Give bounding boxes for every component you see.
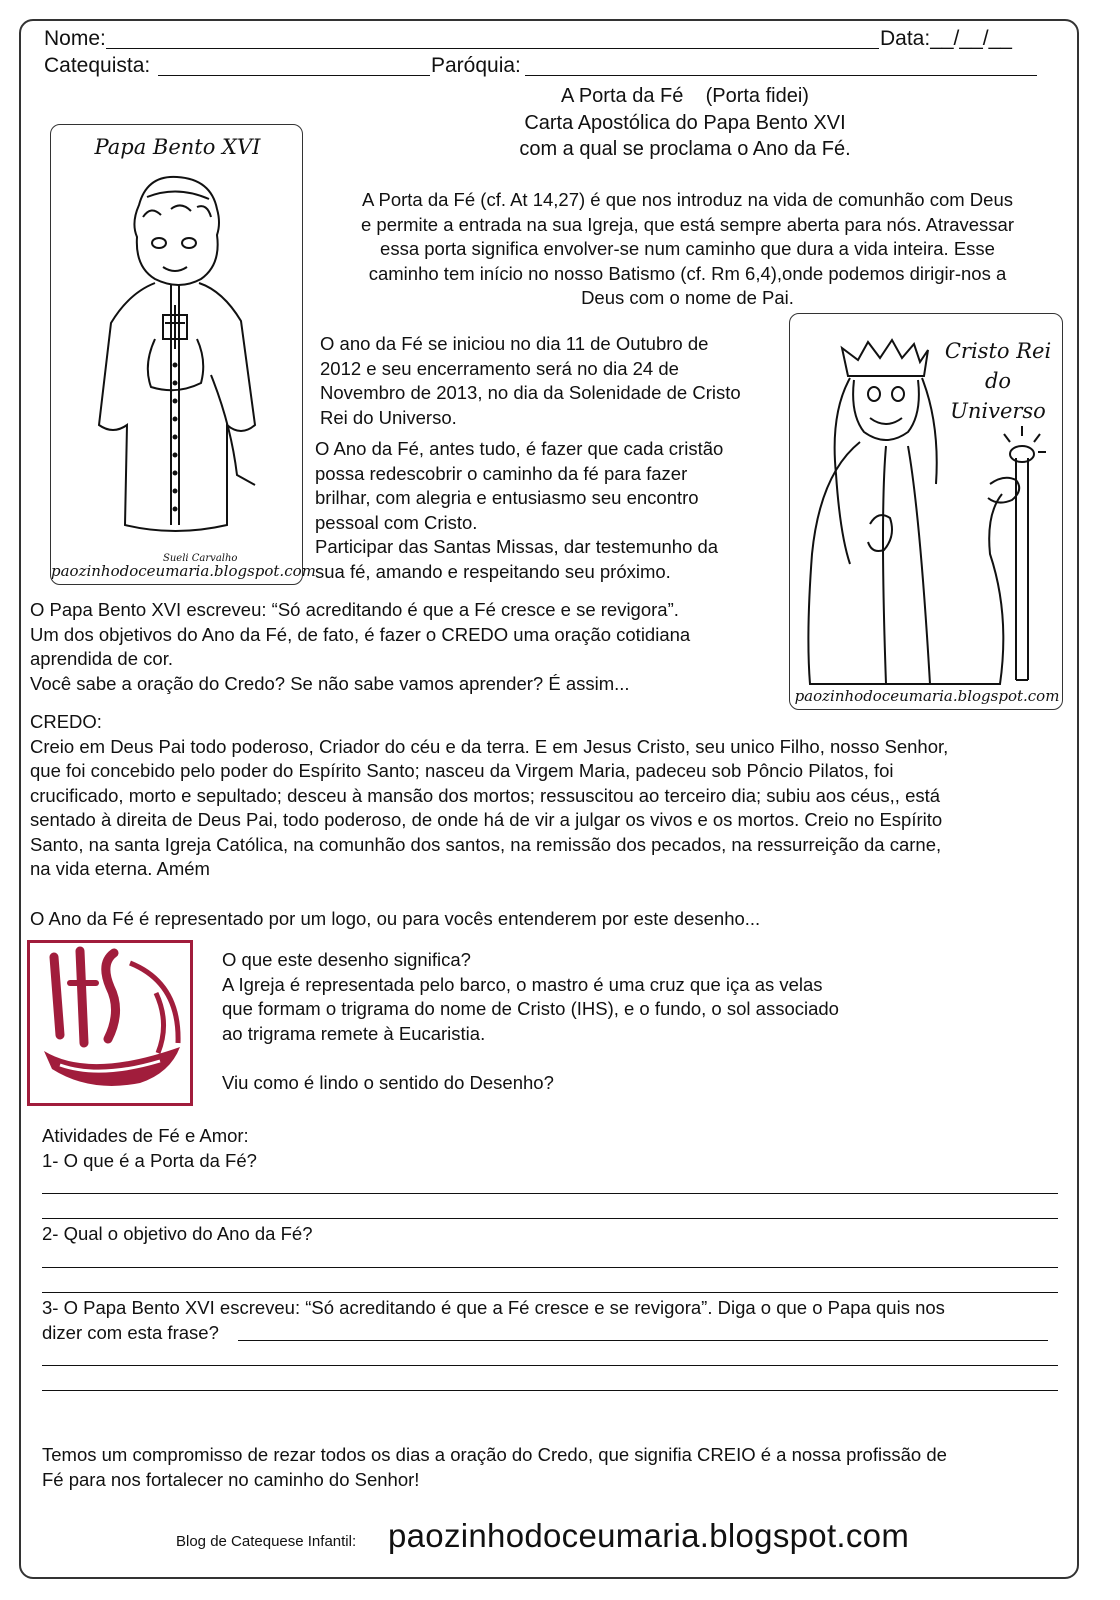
quote-line: aprendida de cor. <box>30 648 173 669</box>
data-label: Data:__/__/__ <box>880 27 1012 50</box>
credo-line: que foi concebido pelo poder do Espírito Santo; nasceu da Virgem Maria, padeceu sob Pôncio Pilatos, foi <box>30 760 894 781</box>
logo-text-line <box>222 1046 942 1071</box>
pope-site: paozinhodoceumaria.blogspot.com <box>51 562 316 580</box>
answer-line-1a[interactable] <box>42 1193 1058 1194</box>
pope-card <box>50 124 316 585</box>
intro-paragraph <box>320 188 1055 311</box>
catequista-label: Catequista: <box>44 54 151 77</box>
footer-label: Blog de Catequese Infantil: <box>176 1533 357 1550</box>
answer-line-3b[interactable] <box>42 1365 1058 1366</box>
closing-line: Fé para nos fortalecer no caminho do Senhor! <box>42 1468 420 1490</box>
question-1: 1- O que é a Porta da Fé? <box>42 1150 257 1171</box>
closing-paragraph <box>42 1443 1062 1492</box>
pope-artist: Sueli Carvalho <box>163 553 238 564</box>
catequista-field[interactable] <box>158 75 430 76</box>
logo-text-line: O que este desenho significa? <box>222 949 471 970</box>
intro-line: e permite a entrada na sua Igreja, que está sempre aberta para nós. Atravessar <box>360 213 1015 235</box>
logo-intro: O Ano da Fé é representado por um logo, ou para vocês entenderem por este desenho... <box>30 908 761 929</box>
title-line-2: Carta Apostólica do Papa Bento XVI <box>524 111 846 134</box>
pope-quote-paragraph <box>30 598 790 696</box>
christ-caption-line-1: Cristo Rei <box>944 339 1052 363</box>
pope-illustration <box>51 125 316 586</box>
christ-card <box>789 313 1063 710</box>
question-3 <box>42 1296 1062 1345</box>
question-3-line-2: dizer com esta frase? <box>42 1321 219 1343</box>
intro-line: A Porta da Fé (cf. At 14,27) é que nos introduz na vida de comunhão com Deus <box>362 189 1013 210</box>
nome-field[interactable] <box>106 48 879 49</box>
meaning-line: brilhar, com alegria e entusiasmo seu encontro <box>315 487 699 508</box>
title-line-1: A Porta da Fé (Porta fidei) <box>561 85 809 107</box>
answer-line-1b[interactable] <box>42 1218 1058 1219</box>
logo-text-line: A Igreja é representada pelo barco, o mastro é uma cruz que iça as velas <box>222 973 823 995</box>
footer-site-link[interactable]: paozinhodoceumaria.blogspot.com <box>388 1517 910 1554</box>
intro-line: essa porta significa envolver-se num caminho que dura a vida inteira. Esse <box>380 238 995 259</box>
christ-caption-line-2: do Universo <box>950 369 1046 423</box>
pope-caption: Papa Bento XVI <box>94 135 261 159</box>
meaning-line: possa redescobrir o caminho da fé para fazer <box>315 462 688 484</box>
nome-label: Nome: <box>44 27 106 50</box>
logo-text-line: Viu como é lindo o sentido do Desenho? <box>222 1071 554 1093</box>
answer-line-2b[interactable] <box>42 1292 1058 1293</box>
meaning-line: Participar das Santas Missas, dar testemunho da <box>315 536 719 557</box>
meaning-line: sua fé, amando e respeitando seu próximo. <box>315 560 671 582</box>
paroquia-label: Paróquia: <box>431 54 521 77</box>
year-of-faith-logo <box>27 940 193 1106</box>
paroquia-field[interactable] <box>525 75 1037 76</box>
quote-line: Um dos objetivos do Ano da Fé, de fato, é fazer o CREDO uma oração cotidiana <box>30 623 691 645</box>
logo-explanation <box>222 948 942 1095</box>
answer-line-3c[interactable] <box>42 1390 1058 1391</box>
christ-site: paozinhodoceumaria.blogspot.com <box>794 687 1060 705</box>
document-title <box>470 83 900 163</box>
year-line: O ano da Fé se iniciou no dia 11 de Outubro de <box>320 333 709 354</box>
closing-line: Temos um compromisso de rezar todos os dias a oração do Credo, que signifia CREIO é a nossa profissão de <box>42 1444 947 1465</box>
credo-line: sentado à direita de Deus Pai, todo poderoso, de onde há de vir a julgar os vivos e os mortos. Creio no Espírito <box>30 809 943 830</box>
question-3-line-1: 3- O Papa Bento XVI escreveu: “Só acreditando é que a Fé cresce e se revigora”. Diga o que o Papa quis nos <box>42 1297 945 1318</box>
activities-heading: Atividades de Fé e Amor: <box>42 1125 249 1146</box>
year-line: Rei do Universo. <box>320 406 457 428</box>
credo-line: na vida eterna. Amém <box>30 858 210 879</box>
credo-heading: CREDO: <box>30 711 102 732</box>
credo-section <box>30 710 1070 882</box>
answer-line-3a[interactable] <box>238 1340 1048 1341</box>
year-paragraph <box>320 332 790 430</box>
meaning-line: O Ano da Fé, antes tudo, é fazer que cada cristão <box>315 438 724 459</box>
quote-line: Você sabe a oração do Credo? Se não sabe vamos aprender? É assim... <box>30 672 630 694</box>
ihs-boat-icon <box>30 943 190 1103</box>
answer-line-2a[interactable] <box>42 1267 1058 1268</box>
logo-text-line: que formam o trigrama do nome de Cristo (IHS), e o fundo, o sol associado <box>222 998 839 1019</box>
credo-line: crucificado, morto e sepultado; desceu à mansão dos mortos; ressuscitou ao terceiro dia; subiu aos céus,, está <box>30 784 941 806</box>
title-line-3: com a qual se proclama o Ano da Fé. <box>519 138 851 160</box>
credo-line: Creio em Deus Pai todo poderoso, Criador do céu e da terra. E em Jesus Cristo, seu unico Filho, nosso Senhor, <box>30 735 949 757</box>
year-meaning-paragraph <box>315 437 785 584</box>
year-line: Novembro de 2013, no dia da Solenidade de Cristo <box>320 382 741 403</box>
christ-illustration <box>790 314 1064 711</box>
intro-line: Deus com o nome de Pai. <box>581 287 794 308</box>
logo-text-line: ao trigrama remete à Eucaristia. <box>222 1022 486 1044</box>
intro-line: caminho tem início no nosso Batismo (cf. Rm 6,4),onde podemos dirigir-nos a <box>368 262 1007 284</box>
question-2: 2- Qual o objetivo do Ano da Fé? <box>42 1223 313 1244</box>
meaning-line: pessoal com Cristo. <box>315 511 478 533</box>
quote-line: O Papa Bento XVI escreveu: “Só acreditando é que a Fé cresce e se revigora”. <box>30 599 679 620</box>
year-line: 2012 e seu encerramento será no dia 24 de <box>320 357 679 379</box>
credo-line: Santo, na santa Igreja Católica, na comunhão dos santos, na remissão dos pecados, na ressurreição da carne, <box>30 833 942 855</box>
